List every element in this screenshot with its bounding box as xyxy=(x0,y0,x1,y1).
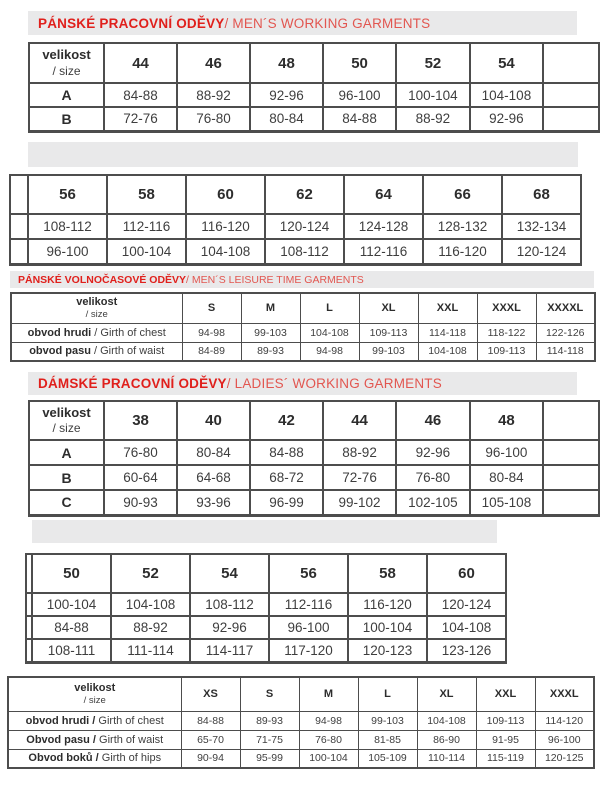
table-row xyxy=(29,465,599,490)
size-range-cell: 100-104 xyxy=(348,616,427,639)
size-range-cell: 80-84 xyxy=(250,107,323,131)
size-column-header: 44 xyxy=(104,43,177,83)
empty-heading-band xyxy=(28,142,578,167)
size-range-cell: 84-88 xyxy=(323,107,396,131)
size-range-cell: 109-113 xyxy=(477,342,536,361)
size-column-header: 48 xyxy=(470,401,544,440)
row-label-light: / Girth of waist xyxy=(94,345,165,358)
size-range-cell: 92-96 xyxy=(190,616,269,639)
row-label-cell xyxy=(10,239,28,264)
size-range-cell: 108-112 xyxy=(265,239,344,264)
ladies-working-sizes-table-50-60 xyxy=(25,553,507,664)
heading-mens-leisure-english: / MEN´S LEISURE TIME GARMENTS xyxy=(186,273,364,286)
size-range-cell: 116-120 xyxy=(348,593,427,616)
size-range-cell: 88-92 xyxy=(177,83,250,107)
header-row xyxy=(29,401,599,440)
size-column-header: 44 xyxy=(323,401,396,440)
corner-bold-label: velikost xyxy=(76,295,118,308)
size-range-cell: 94-98 xyxy=(299,711,358,730)
corner-light-label: / size xyxy=(85,309,108,321)
size-column-header: 54 xyxy=(190,554,269,593)
row-label-cell: B xyxy=(29,107,104,131)
size-range-cell: 116-120 xyxy=(186,214,265,239)
size-range-cell: 92-96 xyxy=(250,83,323,107)
size-column-header: L xyxy=(300,293,359,323)
row-label-cell: C xyxy=(29,490,104,515)
size-column-header: 46 xyxy=(396,401,470,440)
ladies-leisure-sizes-table xyxy=(7,676,595,769)
size-column-header: 68 xyxy=(502,175,581,214)
size-range-cell: 84-88 xyxy=(104,83,177,107)
size-range-cell: 104-108 xyxy=(427,616,506,639)
size-range-cell: 108-111 xyxy=(32,639,111,662)
size-range-cell: 90-94 xyxy=(181,749,240,768)
size-range-cell: 81-85 xyxy=(358,730,417,749)
size-column-header: 64 xyxy=(344,175,423,214)
size-column-header: XL xyxy=(417,677,476,711)
size-range-cell: 92-96 xyxy=(470,107,544,131)
size-range-cell: 96-100 xyxy=(535,730,594,749)
clipped-cell xyxy=(543,490,599,515)
size-column-header: XXXL xyxy=(535,677,594,711)
size-range-cell: 76-80 xyxy=(299,730,358,749)
row-label-light: / Girth of chest xyxy=(94,326,166,339)
size-range-cell: 100-104 xyxy=(396,83,470,107)
size-range-cell: 80-84 xyxy=(177,440,250,465)
size-range-cell: 95-99 xyxy=(240,749,299,768)
size-column-header: XXXXL xyxy=(536,293,595,323)
size-range-cell: 99-103 xyxy=(359,342,418,361)
size-column-header: 50 xyxy=(32,554,111,593)
size-column-header: 46 xyxy=(177,43,250,83)
size-range-cell: 109-113 xyxy=(359,323,418,342)
size-range-cell: 102-105 xyxy=(396,490,470,515)
corner-bold-label: velikost xyxy=(74,681,116,694)
size-range-cell: 90-93 xyxy=(104,490,177,515)
size-column-header: XXL xyxy=(418,293,477,323)
row-label-cell xyxy=(11,323,182,342)
size-column-header: 60 xyxy=(186,175,265,214)
row-label-cell: A xyxy=(29,440,104,465)
row-label-cell xyxy=(11,342,182,361)
row-label-light: Girth of waist xyxy=(99,733,164,746)
size-range-cell: 115-119 xyxy=(476,749,535,768)
table-row xyxy=(10,239,581,264)
size-range-cell: 105-109 xyxy=(358,749,417,768)
size-range-cell: 114-120 xyxy=(535,711,594,730)
mens-leisure-sizes-table xyxy=(10,292,596,362)
size-range-cell: 124-128 xyxy=(344,214,423,239)
size-range-cell: 128-132 xyxy=(423,214,502,239)
row-label-cell: A xyxy=(29,83,104,107)
heading-mens-leisure xyxy=(10,271,594,288)
size-column-header: 54 xyxy=(470,43,544,83)
size-column-header: 66 xyxy=(423,175,502,214)
size-column-header: 58 xyxy=(348,554,427,593)
size-range-cell: 84-89 xyxy=(182,342,241,361)
header-row xyxy=(29,43,599,83)
table-row xyxy=(11,323,595,342)
size-range-cell: 116-120 xyxy=(423,239,502,264)
size-range-cell: 76-80 xyxy=(177,107,250,131)
size-range-cell: 110-114 xyxy=(417,749,476,768)
table-row xyxy=(29,83,599,107)
size-range-cell: 86-90 xyxy=(417,730,476,749)
header-row xyxy=(11,293,595,323)
table-row xyxy=(8,749,594,768)
heading-ladies-working-czech: DÁMSKÉ PRACOVNÍ ODĚVY xyxy=(38,376,227,391)
heading-ladies-working-english: / LADIES´ WORKING GARMENTS xyxy=(226,376,442,391)
size-range-cell: 80-84 xyxy=(470,465,544,490)
size-range-cell: 84-88 xyxy=(181,711,240,730)
size-range-cell: 100-104 xyxy=(107,239,186,264)
row-label-light: Girth of chest xyxy=(98,714,164,727)
size-range-cell: 118-122 xyxy=(477,323,536,342)
size-range-cell: 111-114 xyxy=(111,639,190,662)
size-range-cell: 108-112 xyxy=(28,214,107,239)
corner-light-label: / size xyxy=(52,421,81,436)
size-column-header: L xyxy=(358,677,417,711)
size-label-corner-cell xyxy=(8,677,181,711)
size-range-cell: 100-104 xyxy=(32,593,111,616)
size-range-cell: 112-116 xyxy=(107,214,186,239)
size-range-cell: 94-98 xyxy=(182,323,241,342)
size-column-header: S xyxy=(240,677,299,711)
size-range-cell: 88-92 xyxy=(396,107,470,131)
size-range-cell: 132-134 xyxy=(502,214,581,239)
size-range-cell: 96-99 xyxy=(250,490,323,515)
size-column-header: XS xyxy=(181,677,240,711)
size-range-cell: 120-123 xyxy=(348,639,427,662)
size-range-cell: 120-125 xyxy=(535,749,594,768)
clipped-corner-cell xyxy=(10,175,28,214)
size-range-cell: 104-108 xyxy=(470,83,544,107)
size-range-cell: 72-76 xyxy=(104,107,177,131)
size-column-header: XL xyxy=(359,293,418,323)
size-range-cell: 91-95 xyxy=(476,730,535,749)
size-range-cell: 68-72 xyxy=(250,465,323,490)
size-range-cell: 84-88 xyxy=(250,440,323,465)
corner-bold-label: velikost xyxy=(42,47,91,63)
table-row xyxy=(8,711,594,730)
size-range-cell: 88-92 xyxy=(111,616,190,639)
size-range-cell: 76-80 xyxy=(396,465,470,490)
row-label-cell xyxy=(10,214,28,239)
row-label-bold: obvod hrudi xyxy=(27,326,92,339)
row-label-bold: Obvod pasu / xyxy=(26,733,96,746)
header-row xyxy=(8,677,594,711)
size-range-cell: 100-104 xyxy=(299,749,358,768)
size-column-header: 52 xyxy=(396,43,470,83)
size-column-header: 56 xyxy=(269,554,348,593)
table-row xyxy=(8,730,594,749)
corner-light-label: / size xyxy=(52,63,81,78)
size-range-cell: 92-96 xyxy=(396,440,470,465)
size-column-header: 52 xyxy=(111,554,190,593)
table-row xyxy=(10,214,581,239)
table-row xyxy=(29,440,599,465)
size-column-header: 56 xyxy=(28,175,107,214)
size-label-corner-cell xyxy=(11,293,182,323)
size-label-corner-cell xyxy=(29,401,104,440)
table-row xyxy=(26,616,506,639)
size-range-cell: 96-100 xyxy=(470,440,544,465)
row-label-cell xyxy=(8,749,181,768)
size-range-cell: 76-80 xyxy=(104,440,177,465)
size-range-cell: 60-64 xyxy=(104,465,177,490)
size-column-header: S xyxy=(182,293,241,323)
size-label-corner-cell xyxy=(29,43,104,83)
size-range-cell: 123-126 xyxy=(427,639,506,662)
size-column-header: 42 xyxy=(250,401,323,440)
row-label-light: Girth of hips xyxy=(101,752,162,765)
clipped-cell xyxy=(543,83,599,107)
header-row xyxy=(26,554,506,593)
mens-working-sizes-table-44-54 xyxy=(28,42,600,133)
heading-mens-working xyxy=(28,11,577,35)
size-range-cell: 89-93 xyxy=(241,342,300,361)
size-range-cell: 94-98 xyxy=(300,342,359,361)
empty-heading-band xyxy=(32,520,497,543)
clipped-column-header xyxy=(543,43,599,83)
size-range-cell: 117-120 xyxy=(269,639,348,662)
clipped-cell xyxy=(543,440,599,465)
size-range-cell: 71-75 xyxy=(240,730,299,749)
row-label-cell: B xyxy=(29,465,104,490)
clipped-column-header xyxy=(543,401,599,440)
clipped-cell xyxy=(543,107,599,131)
size-column-header: 58 xyxy=(107,175,186,214)
size-range-cell: 104-108 xyxy=(186,239,265,264)
heading-mens-working-czech: PÁNSKÉ PRACOVNÍ ODĚVY xyxy=(38,15,225,31)
ladies-working-sizes-table-38-48 xyxy=(28,400,600,517)
row-label-bold: Obvod boků / xyxy=(28,752,99,765)
row-label-cell xyxy=(8,711,181,730)
table-row xyxy=(29,490,599,515)
size-range-cell: 104-108 xyxy=(111,593,190,616)
size-column-header: XXXL xyxy=(477,293,536,323)
size-range-cell: 104-108 xyxy=(417,711,476,730)
size-range-cell: 120-124 xyxy=(502,239,581,264)
size-range-cell: 114-117 xyxy=(190,639,269,662)
table-row xyxy=(26,593,506,616)
size-range-cell: 112-116 xyxy=(269,593,348,616)
size-range-cell: 65-70 xyxy=(181,730,240,749)
size-column-header: M xyxy=(299,677,358,711)
size-range-cell: 122-126 xyxy=(536,323,595,342)
corner-bold-label: velikost xyxy=(42,404,91,420)
size-column-header: XXL xyxy=(476,677,535,711)
size-range-cell: 99-103 xyxy=(358,711,417,730)
size-range-cell: 96-100 xyxy=(28,239,107,264)
size-range-cell: 112-116 xyxy=(344,239,423,264)
size-range-cell: 120-124 xyxy=(427,593,506,616)
size-range-cell: 104-108 xyxy=(300,323,359,342)
row-label-bold: obvod pasu xyxy=(29,345,91,358)
size-column-header: 48 xyxy=(250,43,323,83)
size-range-cell: 84-88 xyxy=(32,616,111,639)
row-label-bold: obvod hrudi / xyxy=(25,714,96,727)
mens-working-sizes-table-56-68 xyxy=(9,174,582,266)
size-range-cell: 99-102 xyxy=(323,490,396,515)
heading-mens-leisure-czech: PÁNSKÉ VOLNOČASOVÉ ODĚVY xyxy=(18,273,187,286)
size-range-cell: 114-118 xyxy=(418,323,477,342)
size-column-header: 38 xyxy=(104,401,177,440)
table-row xyxy=(26,639,506,662)
table-row xyxy=(11,342,595,361)
size-range-cell: 109-113 xyxy=(476,711,535,730)
header-row xyxy=(10,175,581,214)
size-range-cell: 93-96 xyxy=(177,490,250,515)
size-column-header: M xyxy=(241,293,300,323)
size-range-cell: 96-100 xyxy=(269,616,348,639)
clipped-cell xyxy=(543,465,599,490)
size-column-header: 40 xyxy=(177,401,250,440)
table-row xyxy=(29,107,599,131)
corner-light-label: / size xyxy=(83,695,106,707)
size-range-cell: 89-93 xyxy=(240,711,299,730)
size-column-header: 50 xyxy=(323,43,396,83)
size-range-cell: 72-76 xyxy=(323,465,396,490)
heading-mens-working-english: / MEN´S WORKING GARMENTS xyxy=(224,15,431,31)
size-range-cell: 105-108 xyxy=(470,490,544,515)
size-column-header: 62 xyxy=(265,175,344,214)
row-label-cell xyxy=(8,730,181,749)
size-range-cell: 114-118 xyxy=(536,342,595,361)
size-range-cell: 108-112 xyxy=(190,593,269,616)
size-range-cell: 104-108 xyxy=(418,342,477,361)
size-range-cell: 64-68 xyxy=(177,465,250,490)
size-column-header: 60 xyxy=(427,554,506,593)
size-range-cell: 96-100 xyxy=(323,83,396,107)
size-range-cell: 120-124 xyxy=(265,214,344,239)
size-range-cell: 99-103 xyxy=(241,323,300,342)
heading-ladies-working xyxy=(28,372,577,395)
size-range-cell: 88-92 xyxy=(323,440,396,465)
